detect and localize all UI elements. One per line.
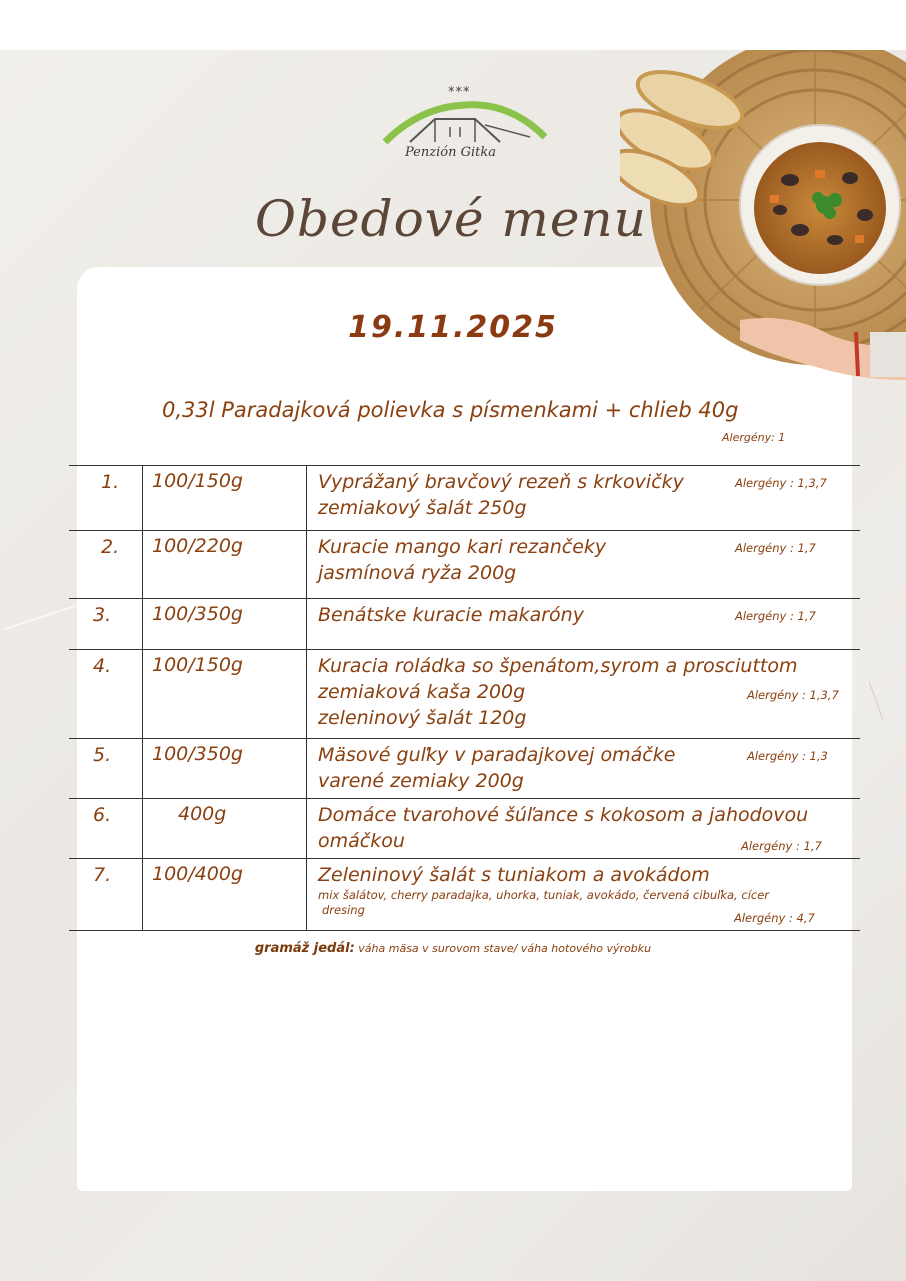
item-weight: 100/150g — [143, 466, 307, 531]
item-name-cont: omáčkou — [318, 830, 405, 852]
item-name: Zeleninový šalát s tuniakom a avokádom — [318, 864, 710, 886]
logo-stars: *** — [448, 85, 471, 100]
item-side: varené zemiaky 200g — [318, 770, 524, 792]
item-side: zemiakový šalát 250g — [318, 497, 527, 519]
house-icon — [380, 97, 550, 147]
item-allergens: Alergény : 1,3 — [747, 749, 828, 763]
footer-note — [0, 941, 906, 956]
item-name: Kuracie mango kari rezančeky — [318, 536, 607, 558]
item-number: 3. — [93, 604, 112, 626]
item-name: Mäsové guľky v paradajkovej omáčke — [318, 744, 676, 766]
item-number: 2. — [101, 536, 120, 558]
item-side: jasmínová ryža 200g — [318, 562, 517, 584]
soup-of-day: 0,33l Paradajková polievka s písmenkami + chlieb 40g — [162, 398, 739, 422]
item-number: 7. — [93, 864, 112, 886]
logo-text: Penzión Gitka — [405, 145, 496, 160]
item-number: 4. — [93, 655, 112, 677]
item-number: 1. — [101, 471, 120, 493]
item-ingredients: mix šalátov, cherry paradajka, uhorka, tuniak, avokádo, červená cibuľka, cícer — [318, 888, 770, 902]
logo — [380, 85, 550, 170]
page-title: Obedové menu — [255, 190, 647, 248]
menu-row — [69, 799, 860, 859]
menu-row — [69, 739, 860, 799]
menu-table — [69, 465, 860, 931]
menu-row — [69, 531, 860, 599]
menu-row — [69, 466, 860, 531]
item-name: Vyprážaný bravčový rezeň s krkovičky — [318, 471, 684, 493]
menu-date: 19.11.2025 — [348, 310, 558, 345]
item-name: Benátske kuracie makaróny — [318, 604, 584, 626]
item-allergens: Alergény : 1,7 — [735, 609, 816, 623]
item-weight: 100/150g — [143, 650, 307, 739]
item-weight: 100/400g — [143, 859, 307, 931]
item-allergens: Alergény : 1,3,7 — [735, 476, 827, 490]
menu-row — [69, 859, 860, 931]
paper-crease — [869, 682, 884, 720]
item-ingredients: dresing — [322, 903, 365, 917]
soup-allergens: Alergény: 1 — [722, 431, 786, 444]
item-allergens: Alergény : 1,3,7 — [747, 688, 839, 702]
item-name: Kuracia roládka so špenátom,syrom a prosciuttom — [318, 655, 798, 677]
item-allergens: Alergény : 1,7 — [741, 839, 822, 853]
menu-row — [69, 599, 860, 650]
item-name: Domáce tvarohové šúľance s kokosom a jahodovou — [318, 804, 809, 826]
item-number: 5. — [93, 744, 112, 766]
menu-row — [69, 650, 860, 739]
item-side: zeleninový šalát 120g — [318, 707, 527, 729]
item-number: 6. — [93, 804, 112, 826]
footer-label: gramáž jedál: — [254, 941, 355, 956]
item-weight: 100/220g — [143, 531, 307, 599]
item-weight: 400g — [143, 799, 307, 859]
item-weight: 100/350g — [143, 739, 307, 799]
footer-text: váha mäsa v surovom stave/ váha hotového výrobku — [354, 942, 652, 955]
item-weight: 100/350g — [143, 599, 307, 650]
item-allergens: Alergény : 4,7 — [734, 911, 815, 925]
item-side: zemiaková kaša 200g — [318, 681, 526, 703]
item-allergens: Alergény : 1,7 — [735, 541, 816, 555]
